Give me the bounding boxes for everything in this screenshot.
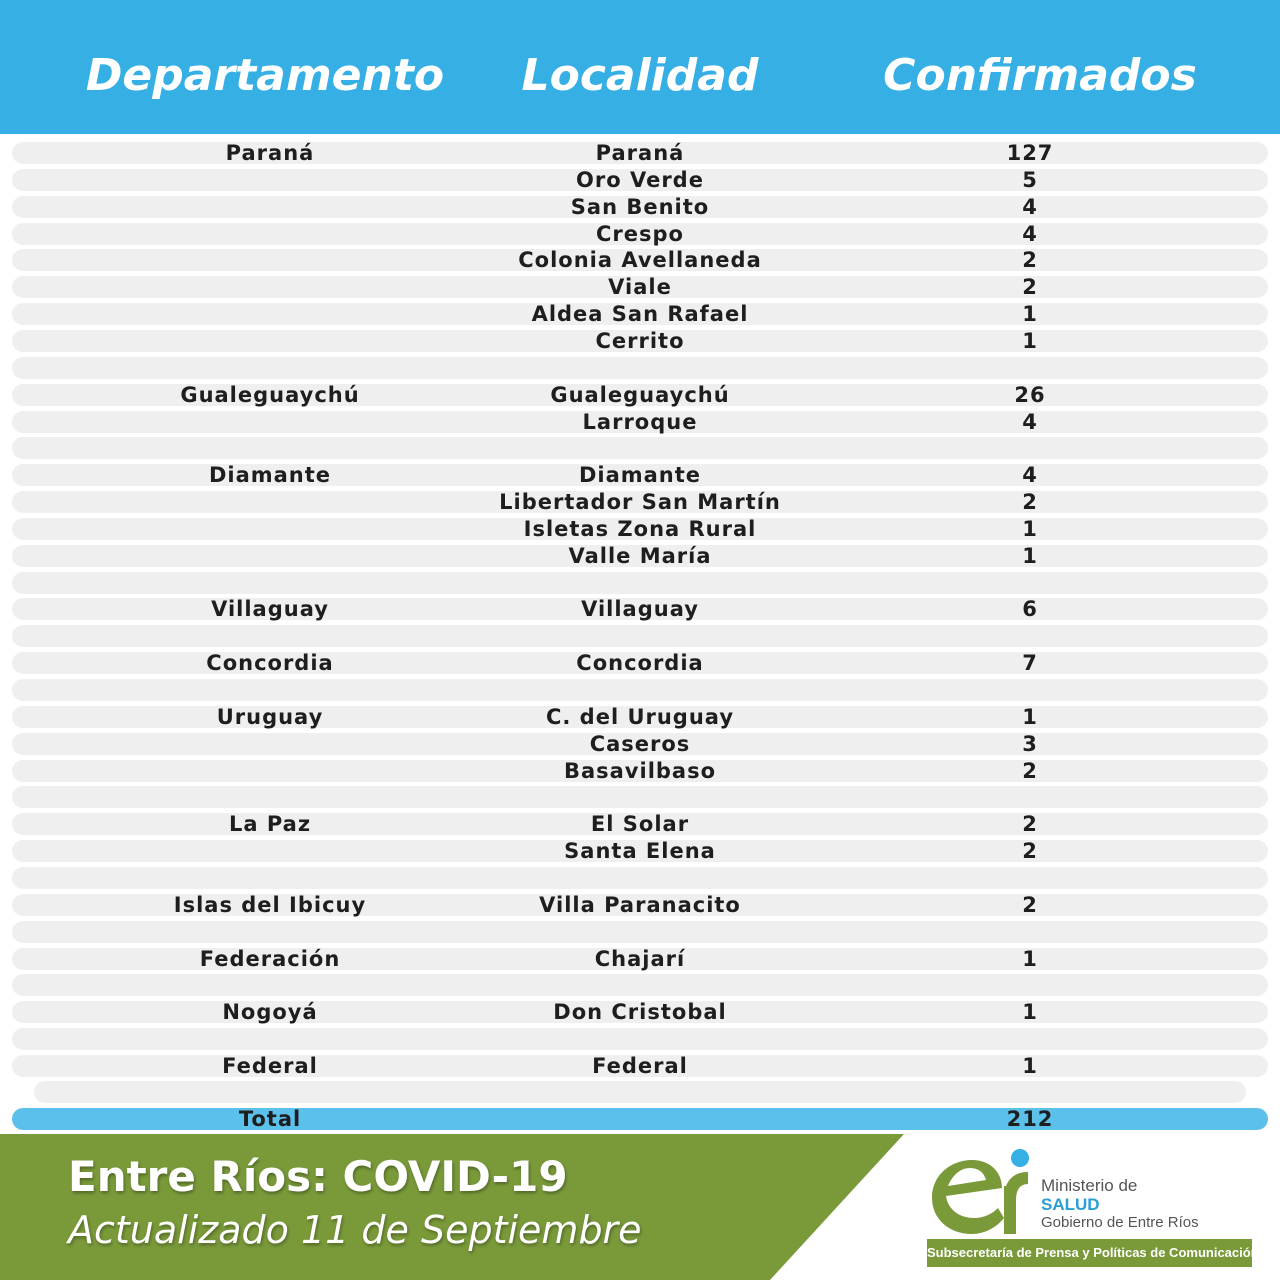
cell-confirmados: 1 [1022,302,1038,327]
cell-confirmados: 1 [1022,1000,1038,1025]
cell-localidad: Caseros [589,731,691,756]
cell-confirmados: 4 [1022,463,1038,488]
cell-departamento [120,545,420,567]
cell-departamento [120,572,420,594]
cell-confirmados: 7 [1022,651,1038,676]
table-row [12,196,1268,218]
cell-confirmados: 127 [1006,141,1054,165]
cell-departamento [120,1028,420,1050]
cell-localidad [440,867,840,889]
cell-departamento [120,169,420,191]
cell-departamento: Concordia [206,651,334,676]
table-row [12,894,1268,916]
table-row [12,974,1268,996]
cell-departamento [120,921,420,943]
table-row [12,330,1268,352]
cell-localidad: San Benito [570,194,710,219]
cell-departamento [120,867,420,889]
table-row [12,1028,1268,1050]
cell-confirmados [930,921,1130,943]
cell-localidad: Villa Paranacito [539,892,741,917]
cell-confirmados [930,867,1130,889]
cell-confirmados: 2 [1022,812,1038,837]
cell-departamento [120,223,420,245]
cell-confirmados: 26 [1014,382,1046,407]
table-row [12,142,1268,164]
cell-departamento [120,437,420,459]
cell-departamento: Uruguay [216,704,324,729]
cell-confirmados [930,679,1130,701]
table-row [12,679,1268,701]
cell-localidad: Don Cristobal [553,1000,727,1025]
cell-confirmados [930,437,1130,459]
cell-departamento: Gualeguaychú [180,382,360,407]
cell-localidad: Libertador San Martín [499,490,781,515]
table-row [12,840,1268,862]
cell-confirmados [930,1028,1130,1050]
ministerio-line2: SALUD [1041,1195,1100,1214]
footer-title: Entre Ríos: COVID-19 [68,1152,568,1201]
cell-localidad: Colonia Avellaneda [518,248,762,273]
cell-localidad: El Solar [590,812,690,837]
cell-confirmados: 2 [1022,275,1038,300]
cell-confirmados [930,357,1130,379]
subsecretaria-text: Subsecretaría de Prensa y Políticas de Comunicación [927,1245,1259,1260]
cell-confirmados: 1 [1022,1053,1038,1078]
cell-confirmados: 2 [1022,758,1038,783]
cell-localidad [440,786,840,808]
cell-confirmados [930,786,1130,808]
cell-localidad [440,1028,840,1050]
cell-localidad: Valle María [568,543,712,568]
cell-confirmados: 4 [1022,194,1038,219]
table-row [12,437,1268,459]
cell-departamento [120,625,420,647]
cell-confirmados: 1 [1022,946,1038,971]
cell-departamento [120,760,420,782]
cell-departamento [120,411,420,433]
cell-departamento [120,330,420,352]
table-row [12,1001,1268,1023]
table-row [12,948,1268,970]
table-row [12,921,1268,943]
table-row [12,545,1268,567]
cell-localidad: Paraná [595,141,685,165]
ministerio-line1: Ministerio de [1041,1176,1138,1195]
cell-localidad [440,974,840,996]
table-row [12,464,1268,486]
cell-departamento: La Paz [228,812,312,837]
ministerio-line3: Gobierno de Entre Ríos [1041,1214,1199,1231]
total-label: Total [238,1107,302,1131]
cell-confirmados: 4 [1022,221,1038,246]
table-row [12,249,1268,271]
cell-localidad: Viale [608,275,672,300]
cell-departamento [120,303,420,325]
table-row [12,786,1268,808]
table-row [12,652,1268,674]
total-row [12,1108,1268,1130]
cell-confirmados: 2 [1022,248,1038,273]
cell-localidad [440,625,840,647]
cell-localidad: Santa Elena [564,839,716,864]
cell-localidad: Crespo [596,221,684,246]
footer-subtitle: Actualizado 11 de Septiembre [68,1208,642,1252]
cell-localidad: Aldea San Rafael [531,302,749,327]
footer [0,1134,1280,1280]
cell-departamento: Paraná [225,141,315,165]
cell-departamento [120,679,420,701]
table-row [12,572,1268,594]
table-row [12,223,1268,245]
cell-confirmados [930,572,1130,594]
table-row [12,733,1268,755]
cell-departamento [120,491,420,513]
cell-localidad: Isletas Zona Rural [523,516,757,541]
table-header [0,0,1280,134]
table-row [12,598,1268,620]
cell-localidad: C. del Uruguay [545,704,735,729]
table-row [12,625,1268,647]
cell-confirmados: 2 [1022,490,1038,515]
table-row [12,491,1268,513]
total-value: 212 [1006,1107,1054,1131]
cell-confirmados: 1 [1022,516,1038,541]
cell-departamento [120,733,420,755]
cell-localidad: Chajarí [594,946,686,971]
cell-confirmados [930,625,1130,647]
cell-confirmados: 1 [1022,328,1038,353]
er-logo-icon [924,1146,1034,1236]
cell-departamento [120,357,420,379]
cell-departamento [120,518,420,540]
cell-localidad [440,437,840,459]
cell-localidad: Larroque [582,409,698,434]
cell-departamento [120,786,420,808]
cell-localidad [440,679,840,701]
cell-confirmados: 4 [1022,409,1038,434]
header-confirmados: Confirmados [883,50,1197,101]
cell-localidad: Federal [592,1053,688,1078]
cell-confirmados: 2 [1022,839,1038,864]
table-row [12,518,1268,540]
cell-departamento: Diamante [208,463,332,488]
cell-localidad: Cerrito [595,328,685,353]
cell-confirmados: 2 [1022,892,1038,917]
table-row [12,357,1268,379]
cell-localidad: Oro Verde [576,167,704,192]
cell-localidad: Basavilbaso [563,758,717,783]
cell-confirmados: 1 [1022,704,1038,729]
cell-departamento [120,276,420,298]
cell-localidad: Concordia [576,651,704,676]
cell-localidad [440,572,840,594]
cell-confirmados: 5 [1022,167,1038,192]
cell-departamento [120,840,420,862]
cell-localidad: Villaguay [581,597,699,622]
table-row [12,276,1268,298]
cell-departamento [120,974,420,996]
header-localidad: Localidad [521,50,759,101]
table-row [12,706,1268,728]
cell-confirmados: 6 [1022,597,1038,622]
cell-confirmados: 3 [1022,731,1038,756]
cell-departamento: Villaguay [211,597,329,622]
subsecretaria-bar [926,1238,1259,1268]
table-row [12,813,1268,835]
table-row [12,760,1268,782]
cell-departamento: Islas del Ibicuy [173,892,367,917]
table-row [12,867,1268,889]
cell-localidad [440,921,840,943]
cell-departamento: Federación [199,946,341,971]
cell-departamento: Federal [222,1053,318,1078]
table-row [12,1055,1268,1077]
cell-departamento [120,196,420,218]
table-row [12,169,1268,191]
header-departamento: Departamento [85,50,445,101]
table-row [12,303,1268,325]
table-row [12,411,1268,433]
table-row [12,384,1268,406]
cell-confirmados [930,974,1130,996]
cell-localidad: Gualeguaychú [550,382,730,407]
cell-departamento [120,249,420,271]
table-spacer [34,1081,1246,1103]
cell-localidad [440,357,840,379]
cell-departamento: Nogoyá [222,1000,318,1025]
cell-localidad: Diamante [578,463,702,488]
cell-confirmados: 1 [1022,543,1038,568]
